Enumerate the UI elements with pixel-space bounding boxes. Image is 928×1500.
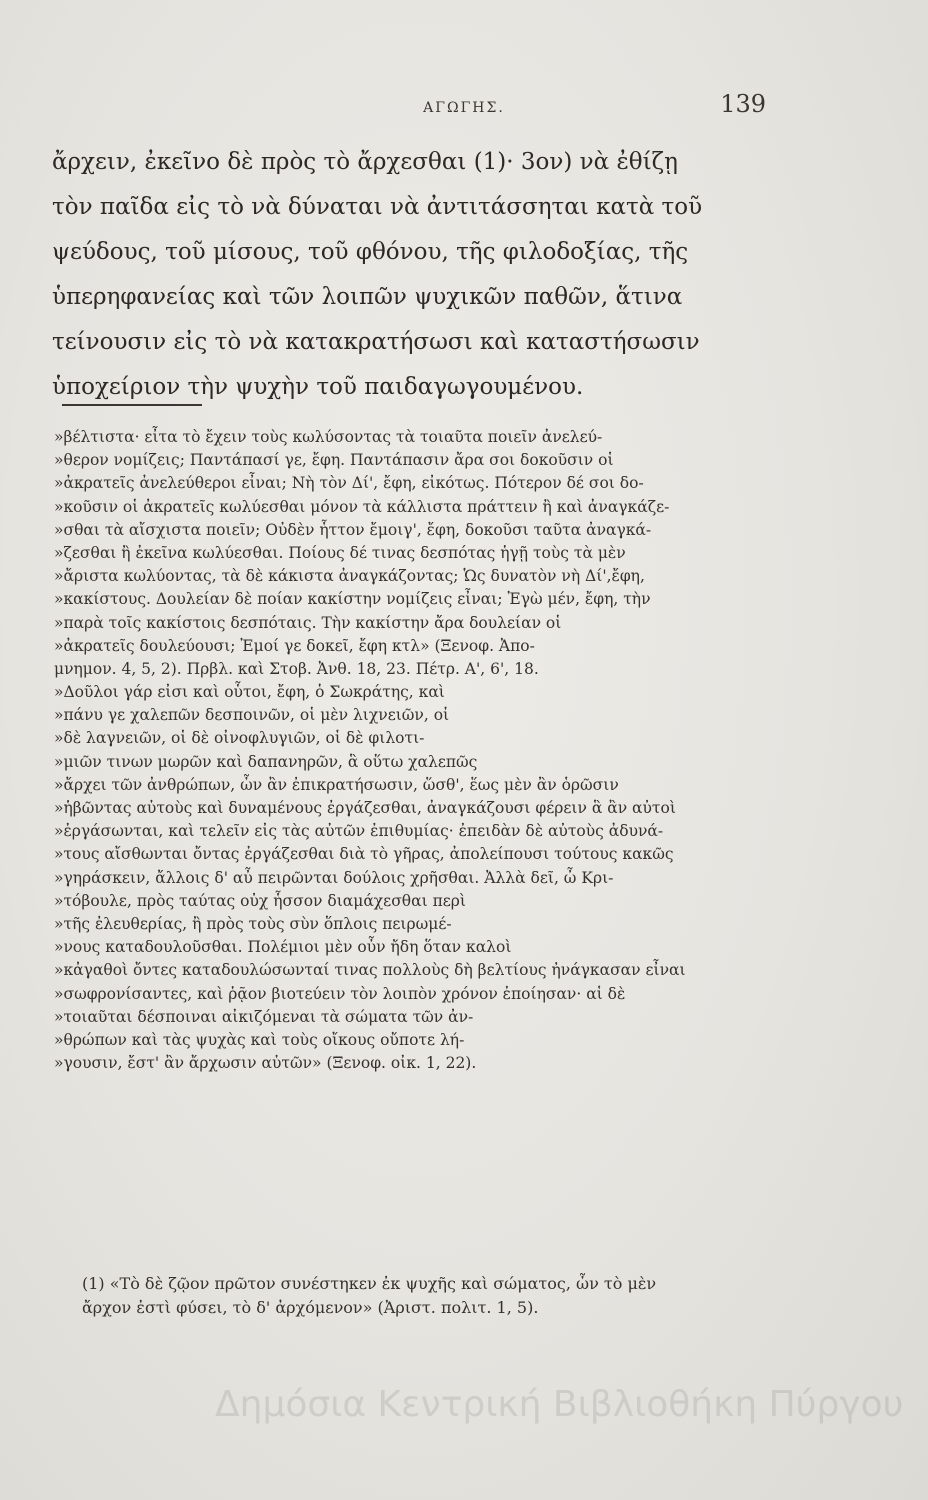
- note-line: »ἐργάσωνται, καὶ τελεῖν εἰς τὰς αὐτῶν ἐπιθυμίας· ἐπειδὰν δὲ αὐτοὺς ἀδυνά-: [54, 822, 664, 841]
- note-line: »κακίστους. Δουλείαν δὲ ποίαν κακίστην νομίζεις εἶναι; Ἐγὼ μέν, ἔφη, τὴν: [54, 590, 651, 609]
- note-line: »σωφρονίσαντες, καὶ ῥᾷον βιοτεύειν τὸν λοιπὸν χρόνον ἐποίησαν· αἱ δὲ: [54, 984, 626, 1003]
- main-text-line: ἄρχειν, ἐκεῖνο δὲ πρὸς τὸ ἄρχεσθαι (1)· 3ον) νὰ ἐθίζῃ: [52, 149, 678, 175]
- note-line: »ἀκρατεῖς δουλεύουσι; Ἐμοί γε δοκεῖ, ἔφη κτλ» (Ξενοφ. Ἀπο-: [54, 636, 535, 655]
- note-line: »Δοῦλοι γάρ εἰσι καὶ οὗτοι, ἔφη, ὁ Σωκράτης, καὶ: [54, 683, 445, 702]
- note-line: »βέλτιστα· εἶτα τὸ ἔχειν τοὺς κωλύσοντας τὰ τοιαῦτα ποιεῖν ἀνελεύ-: [54, 428, 603, 446]
- note-line: »τους αἴσθωνται ὄντας ἐργάζεσθαι διὰ τὸ γῆρας, ἀπολείπουσι τούτους κακῶς: [54, 845, 674, 864]
- note-line: »μιῶν τινων μωρῶν καὶ δαπανηρῶν, ἃ οὕτω χαλεπῶς: [54, 752, 478, 771]
- note-line: »κἀγαθοὶ ὄντες καταδουλώσωνταί τινας πολλοὺς δὴ βελτίους ἠνάγκασαν εἶναι: [54, 961, 686, 980]
- main-text-line: τείνουσιν εἰς τὸ νὰ κατακρατήσωσι καὶ καταστήσωσιν: [52, 329, 700, 355]
- note-line: »ἄρχει τῶν ἀνθρώπων, ὧν ἂν ἐπικρατήσωσιν, ὥσθ', ἕως μὲν ἂν ὁρῶσιν: [54, 775, 619, 794]
- note-line: »γηράσκειν, ἄλλοις δ' αὖ πειρῶνται δούλοις χρῆσθαι. Ἀλλὰ δεῖ, ὦ Κρι-: [54, 868, 614, 887]
- library-watermark: Δημόσια Κεντρική Βιβλιοθήκη Πύργου: [215, 1384, 904, 1425]
- main-text-line: τὸν παῖδα εἰς τὸ νὰ δύναται νὰ ἀντιτάσσηται κατὰ τοῦ: [52, 194, 703, 220]
- footnote-1: [82, 1272, 782, 1320]
- footnote-rule: [62, 404, 202, 406]
- note-line: »ἄριστα κωλύοντας, τὰ δὲ κάκιστα ἀναγκάζοντας; Ὡς δυνατὸν νὴ Δί',ἔφη,: [54, 567, 645, 586]
- note-line: »τοιαῦται δέσποιναι αἰκιζόμεναι τὰ σώματα τῶν ἀν-: [54, 1007, 474, 1026]
- note-line: »ἀκρατεῖς ἀνελεύθεροι εἶναι; Νὴ τὸν Δί', ἔφη, εἰκότως. Πότερον δέ σοι δο-: [54, 474, 644, 493]
- note-line: »νους καταδουλοῦσθαι. Πολέμιοι μὲν οὖν ἤδη ὅταν καλοὶ: [54, 938, 512, 957]
- main-text-line: ὑποχείριον τὴν ψυχὴν τοῦ παιδαγωγουμένου.: [52, 374, 584, 400]
- note-line: »ἡβῶντας αὐτοὺς καὶ δυναμένους ἐργάζεσθαι, ἀναγκάζουσι φέρειν ἃ ἂν αὐτοὶ: [54, 799, 676, 817]
- quotation-notes: [54, 426, 776, 1075]
- note-line: »ζεσθαι ἢ ἐκεῖνα κωλύεσθαι. Ποίους δέ τινας δεσπότας ἡγῇ τοὺς τὰ μὲν: [54, 543, 626, 562]
- running-head: ΑΓΩΓΗΣ.: [423, 100, 505, 116]
- note-line: μνημον. 4, 5, 2). Πρβλ. καὶ Στοβ. Ἀνθ. 18, 23. Πέτρ. Α', 6', 18.: [54, 659, 539, 678]
- note-line: »γουσιν, ἔστ' ἂν ἄρχωσιν αὐτῶν» (Ξενοφ. οἰκ. 1, 22).: [54, 1054, 477, 1073]
- main-paragraph: [52, 140, 776, 410]
- note-line: »σθαι τὰ αἴσχιστα ποιεῖν; Οὐδὲν ἧττον ἔμοιγ', ἔφη, δοκοῦσι ταῦτα ἀναγκά-: [54, 520, 652, 539]
- note-line: »δὲ λαγνειῶν, οἱ δὲ οἰνοφλυγιῶν, οἱ δὲ φιλοτι-: [54, 729, 425, 748]
- note-line: »τόβουλε, πρὸς ταύτας οὐχ ἧσσον διαμάχεσθαι περὶ: [54, 891, 466, 910]
- note-line: »τῆς ἐλευθερίας, ἢ πρὸς τοὺς σὺν ὅπλοις πειρωμέ-: [54, 914, 452, 933]
- note-line: »πάνυ γε χαλεπῶν δεσποινῶν, οἱ μὲν λιχνειῶν, οἱ: [54, 706, 450, 725]
- main-text-line: ὑπερηφανείας καὶ τῶν λοιπῶν ψυχικῶν παθῶν, ἅτινα: [52, 284, 683, 310]
- note-line: »κοῦσιν οἱ ἀκρατεῖς κωλύεσθαι μόνον τὰ κάλλιστα πράττειν ἢ καὶ ἀναγκάζε-: [54, 497, 670, 516]
- main-text-line: ψεύδους, τοῦ μίσους, τοῦ φθόνου, τῆς φιλοδοξίας, τῆς: [52, 239, 689, 265]
- note-line: »θερον νομίζεις; Παντάπασί γε, ἔφη. Παντάπασιν ἄρα σοι δοκοῦσιν οἱ: [54, 451, 614, 470]
- footnote-line: ἄρχον ἐστὶ φύσει, τὸ δ' ἀρχόμενον» (Ἀριστ. πολιτ. 1, 5).: [82, 1298, 539, 1317]
- footnote-line: (1) «Τὸ δὲ ζῷον πρῶτον συνέστηκεν ἐκ ψυχῆς καὶ σώματος, ὧν τὸ μὲν: [82, 1274, 657, 1293]
- page-number: 139: [720, 90, 766, 118]
- note-line: »παρὰ τοῖς κακίστοις δεσπόταις. Τὴν κακίστην ἄρα δουλείαν οἱ: [54, 613, 562, 632]
- note-line: »θρώπων καὶ τὰς ψυχὰς καὶ τοὺς οἴκους οὔποτε λή-: [54, 1030, 465, 1049]
